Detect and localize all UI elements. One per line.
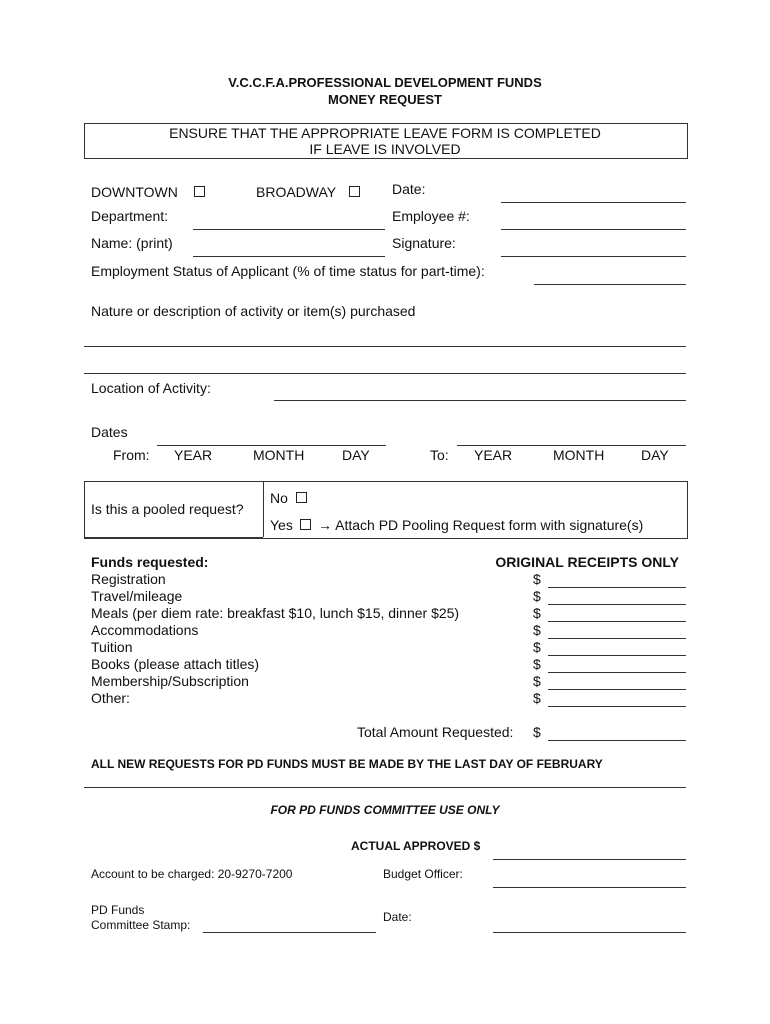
nature-field-line-2[interactable]: [84, 373, 686, 374]
amount-field-travel[interactable]: [548, 604, 686, 605]
form-subtitle: MONEY REQUEST: [328, 92, 442, 107]
currency-sign: $: [533, 639, 541, 655]
committee-heading: FOR PD FUNDS COMMITTEE USE ONLY: [270, 803, 500, 817]
currency-sign: $: [533, 656, 541, 672]
department-field[interactable]: [193, 229, 385, 230]
nature-label: Nature or description of activity or item(s) purchased: [91, 303, 416, 319]
committee-stamp-field[interactable]: [203, 932, 376, 933]
budget-officer-label: Budget Officer:: [383, 867, 463, 881]
nature-field-line-1[interactable]: [84, 346, 686, 347]
broadway-checkbox[interactable]: [349, 186, 360, 197]
amount-field-tuition[interactable]: [548, 655, 686, 656]
to-label: To:: [430, 447, 449, 463]
department-label: Department:: [91, 208, 169, 224]
committee-date-field[interactable]: [493, 932, 686, 933]
amount-field-other[interactable]: [548, 706, 686, 707]
employment-status-label: Employment Status of Applicant (% of time status for part-time):: [91, 263, 485, 279]
section-divider: [84, 787, 686, 788]
to-year-label: YEAR: [474, 447, 513, 463]
employee-number-field[interactable]: [501, 229, 686, 230]
from-month-label: MONTH: [253, 447, 305, 463]
receipts-heading: ORIGINAL RECEIPTS ONLY: [495, 554, 679, 570]
actual-approved-label: ACTUAL APPROVED $: [351, 839, 481, 853]
stamp-label-line2: Committee Stamp:: [91, 918, 191, 932]
pooled-box-divider: [263, 481, 264, 537]
dates-label: Dates: [91, 424, 128, 440]
currency-sign: $: [533, 588, 541, 604]
funds-item-meals: Meals (per diem rate: breakfast $10, lunch $15, dinner $25): [91, 605, 460, 621]
total-currency-sign: $: [533, 724, 541, 740]
funds-item-travel: Travel/mileage: [91, 588, 183, 604]
signature-label: Signature:: [392, 235, 456, 251]
from-day-label: DAY: [342, 447, 370, 463]
currency-sign: $: [533, 673, 541, 689]
date-label: Date:: [392, 181, 426, 197]
to-date-field[interactable]: [457, 445, 686, 446]
signature-field[interactable]: [501, 256, 686, 257]
funds-item-tuition: Tuition: [91, 639, 133, 655]
actual-approved-field[interactable]: [493, 859, 686, 860]
broadway-label: BROADWAY: [256, 184, 337, 200]
pooled-yes-note: → Attach PD Pooling Request form with signature(s): [318, 517, 644, 533]
pooled-no-label: No: [270, 490, 288, 506]
amount-field-meals[interactable]: [548, 621, 686, 622]
currency-sign: $: [533, 622, 541, 638]
downtown-checkbox[interactable]: [194, 186, 205, 197]
location-label: Location of Activity:: [91, 380, 211, 396]
pooled-question: Is this a pooled request?: [91, 501, 244, 517]
funds-item-books: Books (please attach titles): [91, 656, 260, 672]
funds-item-accommodations: Accommodations: [91, 622, 199, 638]
downtown-label: DOWNTOWN: [91, 184, 178, 200]
amount-field-accommodations[interactable]: [548, 638, 686, 639]
from-date-field[interactable]: [157, 445, 386, 446]
currency-sign: $: [533, 690, 541, 706]
amount-field-membership[interactable]: [548, 689, 686, 690]
from-year-label: YEAR: [174, 447, 213, 463]
name-field[interactable]: [193, 256, 385, 257]
amount-field-books[interactable]: [548, 672, 686, 673]
to-day-label: DAY: [641, 447, 669, 463]
location-field[interactable]: [274, 400, 686, 401]
currency-sign: $: [533, 605, 541, 621]
downtown-option: [91, 184, 178, 200]
leave-notice-line1: ENSURE THAT THE APPROPRIATE LEAVE FORM IS COMPLETED: [169, 125, 601, 141]
pooled-no-checkbox[interactable]: [296, 492, 307, 503]
funds-item-membership: Membership/Subscription: [91, 673, 249, 689]
funds-heading: Funds requested:: [91, 554, 209, 570]
budget-officer-field[interactable]: [493, 887, 686, 888]
total-amount-field[interactable]: [548, 740, 686, 741]
pooled-box-bottom: [84, 537, 263, 538]
funds-item-other: Other:: [91, 690, 130, 706]
amount-field-registration[interactable]: [548, 587, 686, 588]
to-month-label: MONTH: [553, 447, 605, 463]
date-field[interactable]: [501, 202, 686, 203]
total-label: Total Amount Requested:: [357, 724, 514, 740]
name-label: Name: (print): [91, 235, 173, 251]
form-title: V.C.C.F.A.PROFESSIONAL DEVELOPMENT FUNDS: [228, 75, 542, 90]
pooled-yes-checkbox[interactable]: [300, 519, 311, 530]
committee-date-label: Date:: [383, 910, 412, 924]
deadline-notice: ALL NEW REQUESTS FOR PD FUNDS MUST BE MADE BY THE LAST DAY OF FEBRUARY: [91, 757, 603, 771]
funds-item-registration: Registration: [91, 571, 166, 587]
leave-notice-line2: IF LEAVE IS INVOLVED: [309, 141, 461, 157]
account-label: Account to be charged: 20-9270-7200: [91, 867, 293, 881]
from-label: From:: [113, 447, 150, 463]
currency-sign: $: [533, 571, 541, 587]
stamp-label-line1: PD Funds: [91, 903, 145, 917]
employee-number-label: Employee #:: [392, 208, 470, 224]
pooled-yes-label: Yes: [270, 517, 293, 533]
employment-status-field[interactable]: [534, 284, 686, 285]
